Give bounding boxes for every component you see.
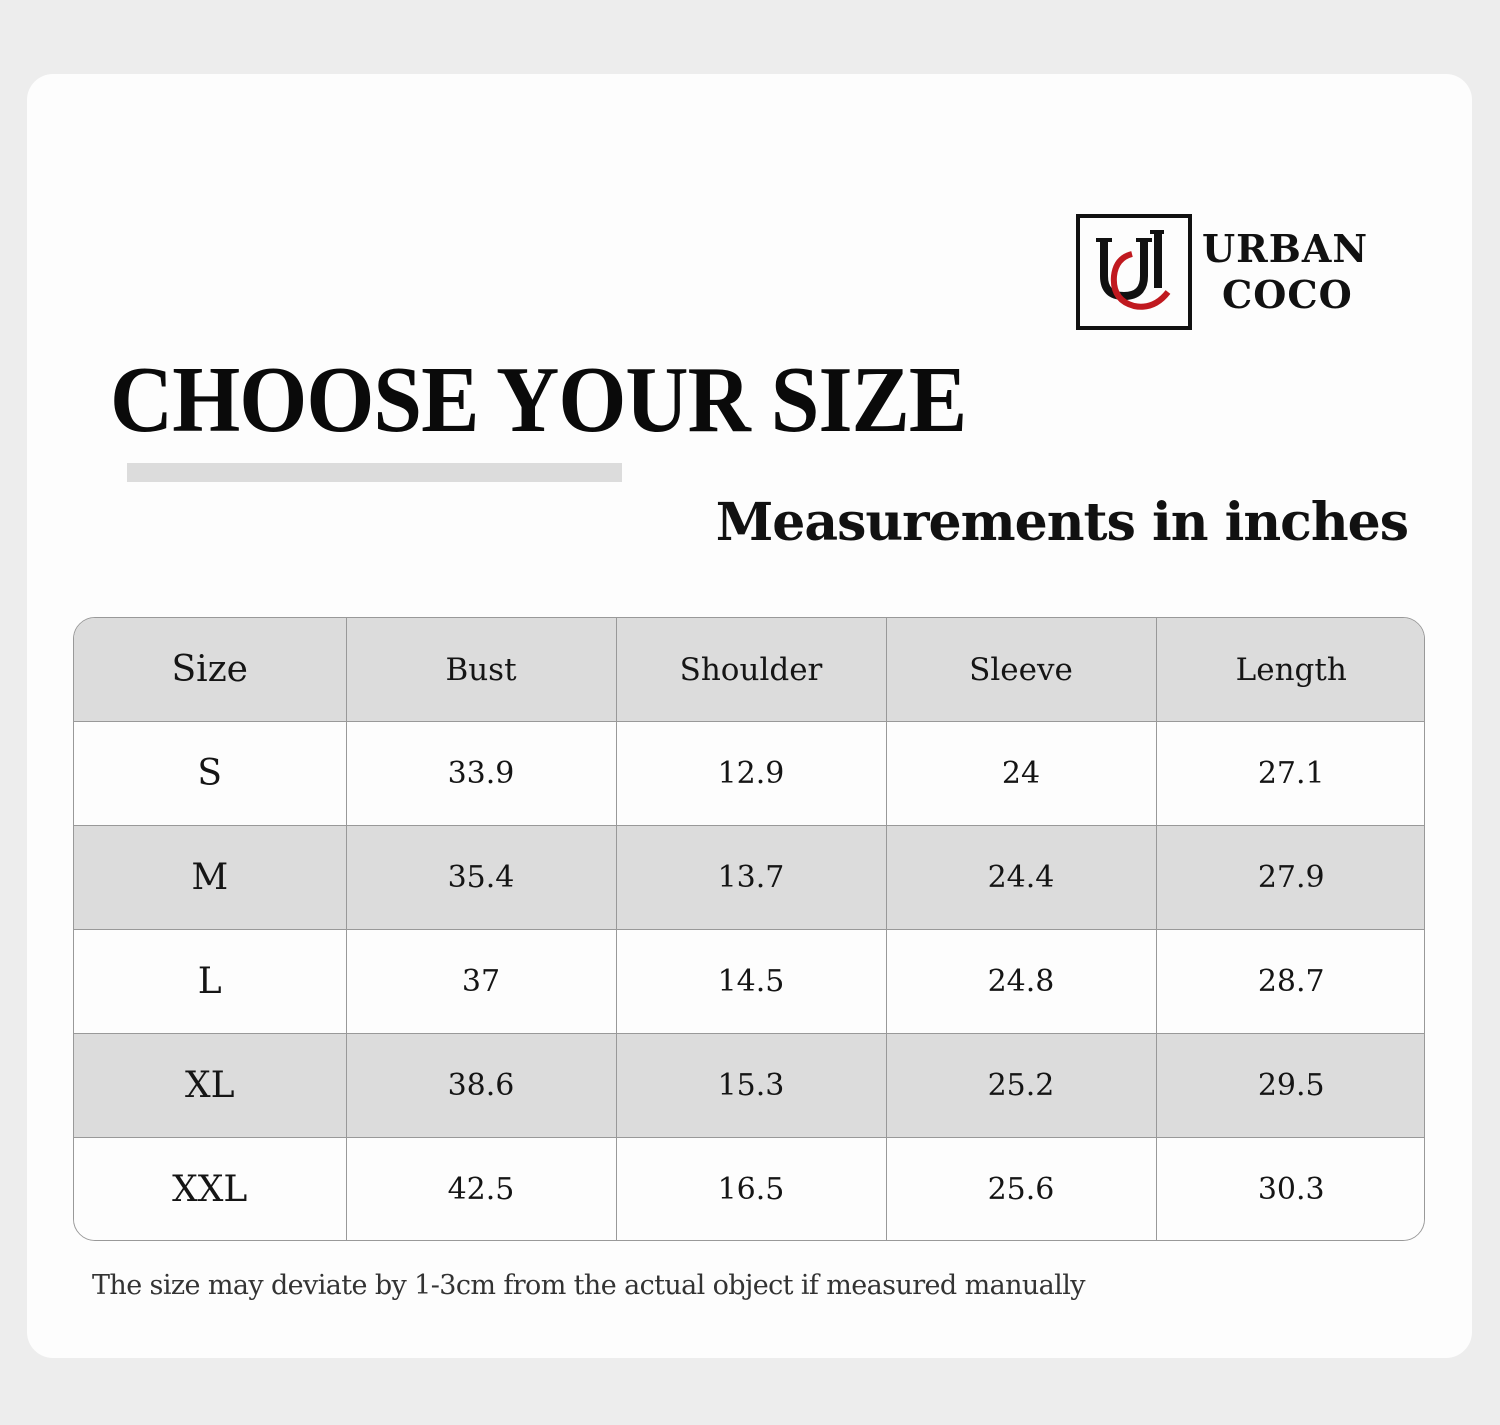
page-subtitle: Measurements in inches (715, 492, 1408, 553)
cell-length: 29.5 (1156, 1034, 1425, 1138)
cell-sleeve: 24.4 (886, 826, 1156, 930)
table-row (74, 722, 1425, 826)
table-row (74, 826, 1425, 930)
cell-shoulder: 15.3 (616, 1034, 886, 1138)
footnote: The size may deviate by 1-3cm from the actual object if measured manually (92, 1270, 1085, 1301)
header-size: Size (74, 618, 346, 722)
cell-sleeve: 24 (886, 722, 1156, 826)
brand-logo (1076, 214, 1386, 330)
cell-bust: 42.5 (346, 1138, 616, 1242)
table-row (74, 1034, 1425, 1138)
logo-line-1: URBAN (1202, 226, 1369, 271)
table-row (74, 930, 1425, 1034)
table-header-row (74, 618, 1425, 722)
cell-size: S (74, 722, 346, 826)
logo-line-2: COCO (1222, 272, 1353, 317)
cell-size: M (74, 826, 346, 930)
cell-shoulder: 13.7 (616, 826, 886, 930)
cell-shoulder: 14.5 (616, 930, 886, 1034)
cell-bust: 35.4 (346, 826, 616, 930)
cell-sleeve: 25.2 (886, 1034, 1156, 1138)
header-length: Length (1156, 618, 1425, 722)
cell-bust: 33.9 (346, 722, 616, 826)
cell-length: 27.1 (1156, 722, 1425, 826)
cell-sleeve: 25.6 (886, 1138, 1156, 1242)
header-sleeve: Sleeve (886, 618, 1156, 722)
cell-bust: 38.6 (346, 1034, 616, 1138)
cell-length: 28.7 (1156, 930, 1425, 1034)
cell-shoulder: 12.9 (616, 722, 886, 826)
cell-sleeve: 24.8 (886, 930, 1156, 1034)
cell-bust: 37 (346, 930, 616, 1034)
cell-length: 30.3 (1156, 1138, 1425, 1242)
logo-wordmark (1202, 226, 1368, 318)
cell-size: XL (74, 1034, 346, 1138)
cell-size: L (74, 930, 346, 1034)
cell-length: 27.9 (1156, 826, 1425, 930)
size-table (73, 617, 1425, 1241)
logo-monogram-icon (1076, 214, 1192, 330)
header-shoulder: Shoulder (616, 618, 886, 722)
cell-shoulder: 16.5 (616, 1138, 886, 1242)
page-title: CHOOSE YOUR SIZE (110, 348, 967, 452)
cell-size: XXL (74, 1138, 346, 1242)
table-row (74, 1138, 1425, 1242)
title-underline (127, 463, 622, 482)
header-bust: Bust (346, 618, 616, 722)
